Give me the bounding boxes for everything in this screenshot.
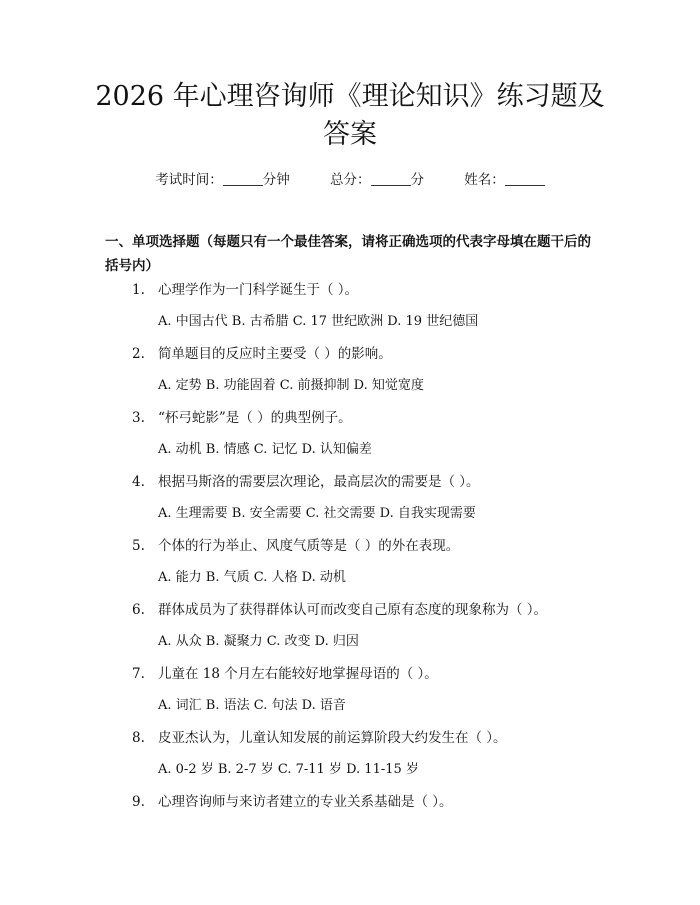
question-item bbox=[0, 342, 700, 406]
total-score-field bbox=[330, 172, 424, 188]
question-number: 7. bbox=[132, 666, 145, 682]
exam-time-blank bbox=[223, 171, 263, 186]
question-options: A. 能力 B. 气质 C. 人格 D. 动机 bbox=[158, 570, 346, 585]
total-score-label: 总分： bbox=[330, 172, 371, 188]
question-options: A. 0-2 岁 B. 2-7 岁 C. 7-11 岁 D. 11-15 岁 bbox=[158, 762, 419, 777]
question-item bbox=[0, 662, 700, 726]
total-score-unit: 分 bbox=[410, 172, 424, 188]
question-number: 9. bbox=[132, 794, 145, 810]
question-text: 皮亚杰认为，儿童认知发展的前运算阶段大约发生在（ ）。 bbox=[158, 730, 507, 746]
question-text: 个体的行为举止、风度气质等是（ ）的外在表现。 bbox=[158, 538, 460, 554]
question-number: 4. bbox=[132, 474, 145, 490]
question-options: A. 动机 B. 情感 C. 记忆 D. 认知偏差 bbox=[158, 442, 372, 457]
name-field bbox=[464, 172, 545, 188]
question-list bbox=[0, 278, 700, 854]
question-number: 2. bbox=[132, 346, 145, 362]
question-options: A. 词汇 B. 语法 C. 句法 D. 语音 bbox=[158, 698, 346, 713]
question-item bbox=[0, 790, 700, 854]
question-text: 心理咨询师与来访者建立的专业关系基础是（ ）。 bbox=[158, 794, 453, 810]
question-options: A. 中国古代 B. 古希腊 C. 17 世纪欧洲 D. 19 世纪德国 bbox=[158, 314, 479, 329]
question-text: “杯弓蛇影”是（ ）的典型例子。 bbox=[158, 410, 352, 426]
question-item bbox=[0, 726, 700, 790]
question-text: 根据马斯洛的需要层次理论，最高层次的需要是（ ）。 bbox=[158, 474, 480, 490]
name-label: 姓名： bbox=[464, 172, 505, 188]
name-blank bbox=[505, 171, 545, 186]
question-item bbox=[0, 598, 700, 662]
question-number: 5. bbox=[132, 538, 145, 554]
question-item bbox=[0, 534, 700, 598]
question-item bbox=[0, 278, 700, 342]
exam-info-line bbox=[0, 168, 700, 188]
section-heading: 一、单项选择题（每题只有一个最佳答案，请将正确选项的代表字母填在题干后的括号内） bbox=[105, 234, 591, 274]
question-number: 1. bbox=[132, 282, 145, 298]
question-text: 儿童在 18 个月左右能较好地掌握母语的（ ）。 bbox=[158, 666, 438, 682]
question-options: A. 生理需要 B. 安全需要 C. 社交需要 D. 自我实现需要 bbox=[158, 506, 476, 521]
question-number: 8. bbox=[132, 730, 145, 746]
question-number: 3. bbox=[132, 410, 145, 426]
question-options: A. 从众 B. 凝聚力 C. 改变 D. 归因 bbox=[158, 634, 359, 649]
question-item bbox=[0, 406, 700, 470]
question-number: 6. bbox=[132, 602, 145, 618]
document-title: 2026 年心理咨询师《理论知识》练习题及答案 bbox=[95, 81, 605, 150]
exam-time-label: 考试时间： bbox=[155, 172, 223, 188]
question-text: 简单题目的反应时主要受（ ）的影响。 bbox=[158, 346, 392, 362]
question-options: A. 定势 B. 功能固着 C. 前摄抑制 D. 知觉宽度 bbox=[158, 378, 424, 393]
question-text: 心理学作为一门科学诞生于（ ）。 bbox=[158, 282, 359, 298]
question-text: 群体成员为了获得群体认可而改变自己原有态度的现象称为（ ）。 bbox=[158, 602, 548, 618]
exam-time-field bbox=[155, 172, 290, 188]
question-item bbox=[0, 470, 700, 534]
total-score-blank bbox=[371, 171, 411, 186]
exam-time-unit: 分钟 bbox=[262, 172, 290, 188]
